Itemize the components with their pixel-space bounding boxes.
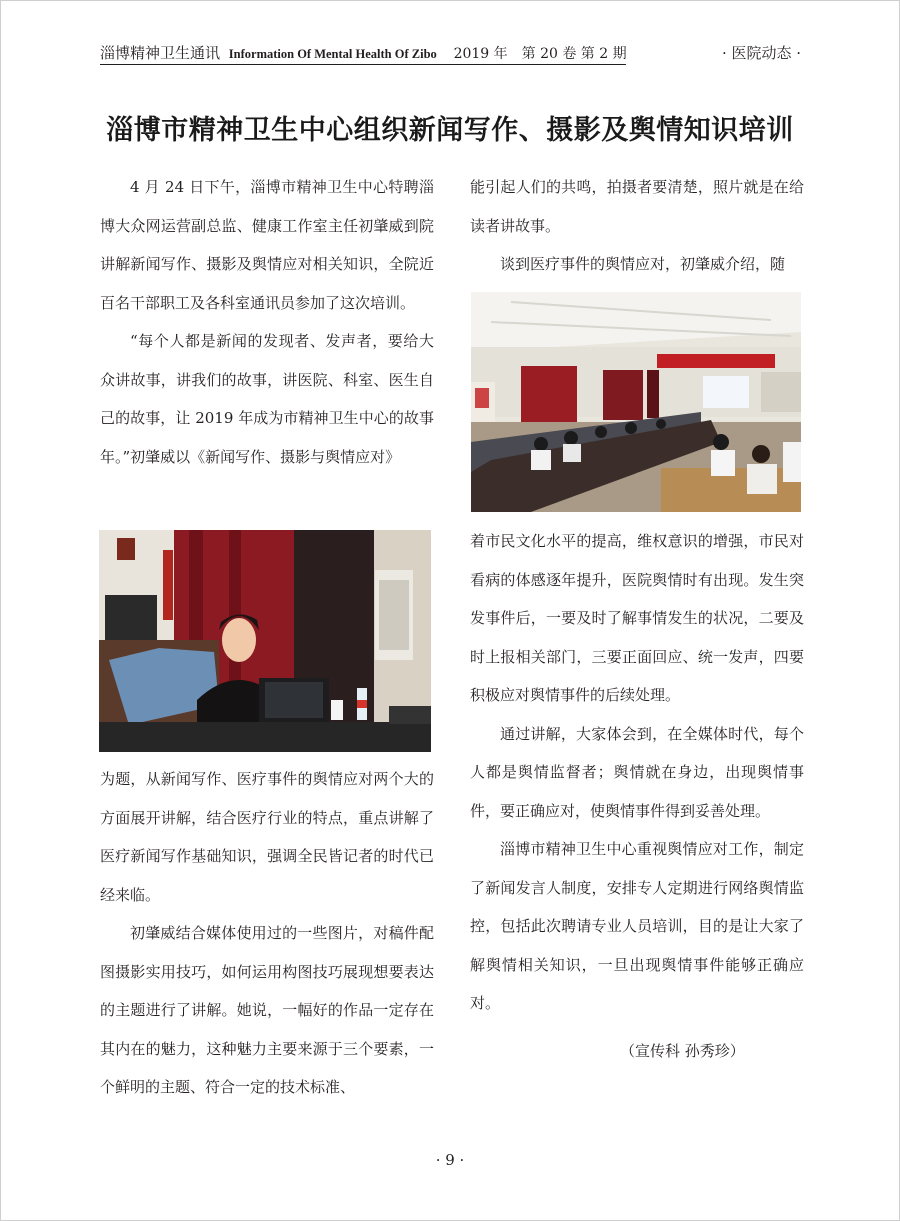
- running-header: [100, 42, 626, 65]
- journal-name: 淄博精神卫生通讯: [100, 44, 221, 62]
- journal-name-en: Information Of Mental Health Of Zibo: [228, 47, 437, 61]
- article-title: 淄博市精神卫生中心组织新闻写作、摄影及舆情知识培训: [106, 115, 794, 146]
- paragraph: 通过讲解，大家体会到，在全媒体时代，每个人都是舆情监督者；舆情就在身边，出现舆情事件，要正确应对，使舆情事件得到妥善处理。: [470, 724, 804, 820]
- left-column-top: [100, 168, 434, 476]
- section-label: · 医院动态 ·: [722, 44, 802, 62]
- speaker-photo: [99, 530, 431, 752]
- page-number: · 9 ·: [435, 1151, 465, 1169]
- paragraph-continued: 能引起人们的共鸣，拍摄者要清楚，照片就是在给读者讲故事。: [470, 178, 804, 235]
- author-signature: （宣传科 孙秀珍）: [620, 1042, 745, 1060]
- paragraph: 4 月 24 日下午，淄博市精神卫生中心特聘淄博大众网运营副总监、健康工作室主任初肇威到院讲解新闻写作、摄影及舆情应对相关知识，全院近百名干部职工及各科室通讯员参加了这次培训。: [100, 178, 434, 312]
- left-column-bottom: [100, 760, 434, 1107]
- paragraph: 初肇威结合媒体使用过的一些图片，对稿件配图摄影实用技巧，如何运用构图技巧展现想要表达的主题进行了讲解。她说，一幅好的作品一定存在其内在的魅力，这种魅力主要来源于三个要素，一个鲜明的主题、符合一定的技术标准、: [100, 924, 434, 1096]
- speaker-photo-image: [99, 530, 431, 752]
- issue-info: 2019 年 第 20 卷 第 2 期: [453, 46, 627, 62]
- paragraph: “每个人都是新闻的发现者、发声者，要给大众讲故事，讲我们的故事，讲医院、科室、医生自己的故事，让 2019 年成为市精神卫生中心的故事年。”初肇威以《新闻写作、摄影与舆情应对》: [100, 332, 434, 466]
- training-hall-photo-image: [471, 292, 801, 512]
- paragraph: 谈到医疗事件的舆情应对，初肇威介绍，随: [500, 255, 786, 273]
- right-column-top: [470, 168, 804, 284]
- paragraph-continued: 着市民文化水平的提高，维权意识的增强，市民对看病的体感逐年提升，医院舆情时有出现。发生突发事件后，一要及时了解事情发生的状况，二要及时上报相关部门，三要正面回应、统一发声，四要积极应对舆情事件的后续处理。: [470, 532, 804, 704]
- paragraph: 淄博市精神卫生中心重视舆情应对工作，制定了新闻发言人制度，安排专人定期进行网络舆情监控，包括此次聘请专业人员培训，目的是让大家了解舆情相关知识，一旦出现舆情事件能够正确应对。: [470, 840, 804, 1012]
- right-column-bottom: [470, 522, 804, 1023]
- paragraph-continued: 为题，从新闻写作、医疗事件的舆情应对两个大的方面展开讲解，结合医疗行业的特点，重点讲解了医疗新闻写作基础知识，强调全民皆记者的时代已经来临。: [100, 770, 434, 904]
- training-hall-photo: [471, 292, 801, 512]
